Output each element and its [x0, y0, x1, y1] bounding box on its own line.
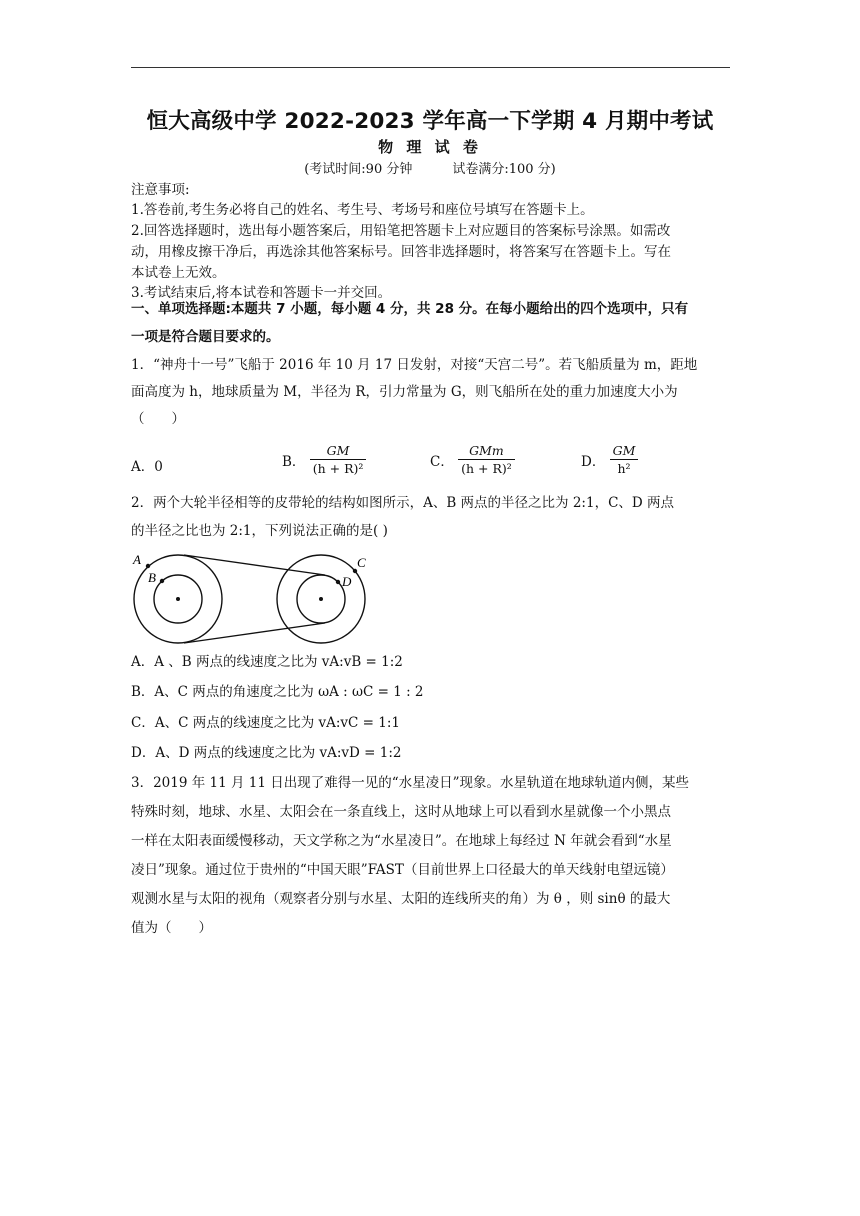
q2-line1: 2．两个大轮半径相等的皮带轮的结构如图所示，A、B 两点的半径之比为 2:1，C、D 两点	[131, 495, 675, 511]
left-center-dot	[176, 597, 180, 601]
q3-line2: 特殊时刻，地球、水星、太阳会在一条直线上，这时从地球上可以看到水星就像一个小黑点	[131, 804, 671, 820]
q1-option-b-numerator: GM	[310, 443, 367, 460]
q1-option-d-numerator: GM	[610, 443, 639, 460]
note-item-2-line1: 2.回答选择题时，选出每小题答案后，用铅笔把答题卡上对应题目的答案标号涂黑。如需改	[131, 223, 671, 239]
point-a	[146, 564, 150, 568]
q1-option-c-denominator: (h + R)²	[461, 461, 512, 476]
exam-time: (考试时间:90 分钟	[304, 162, 413, 177]
q1-option-d-fraction	[610, 443, 639, 477]
subject-title: 物 理 试 卷	[378, 138, 482, 156]
right-center-dot	[319, 597, 323, 601]
q1-line3: （ ）	[131, 411, 185, 427]
q2-option-a: A．A 、B 两点的线速度之比为 vA:vB = 1:2	[131, 654, 403, 670]
q3-line1: 3．2019 年 11 月 11 日出现了难得一见的“水星凌日”现象。水星轨道在地球轨道内侧，某些	[131, 775, 690, 791]
q1-option-d-denominator: h²	[617, 461, 631, 476]
label-c: C	[357, 555, 366, 570]
q1-option-d-label: D．	[581, 454, 606, 470]
note-item-2-line2: 动，用橡皮擦干净后，再选涂其他答案标号。回答非选择题时，将答案写在答题卡上。写在	[131, 244, 671, 260]
note-item-1: 1.答卷前,考生务必将自己的姓名、考生号、考场号和座位号填写在答题卡上。	[131, 202, 594, 218]
q3-line5: 观测水星与太阳的视角（观察者分别与水星、太阳的连线所夹的角）为 θ ，则 sinθ 的最大	[131, 891, 671, 907]
section1-heading-line2: 一项是符合题目要求的。	[131, 329, 280, 345]
q2-line2: 的半径之比也为 2:1，下列说法正确的是( )	[131, 523, 388, 539]
exam-title: 恒大高级中学 2022-2023 学年高一下学期 4 月期中考试	[146, 109, 714, 134]
note-item-3: 3.考试结束后,将本试卷和答题卡一并交回。	[131, 285, 392, 301]
full-score: 试卷满分:100 分)	[452, 162, 556, 177]
label-b: B	[148, 570, 156, 585]
q1-option-a: A．0	[131, 459, 163, 475]
label-d: D	[342, 574, 352, 589]
point-b	[160, 579, 164, 583]
label-a: A	[133, 552, 141, 567]
q1-option-c-fraction	[458, 443, 515, 477]
section1-heading-line1: 一、单项选择题:本题共 7 小题，每小题 4 分，共 28 分。在每小题给出的四个选项中，只有	[131, 301, 689, 317]
q1-option-d	[581, 443, 638, 477]
q1-line2: 面高度为 h，地球质量为 M，半径为 R，引力常量为 G，则飞船所在处的重力加速度大小为	[131, 384, 678, 400]
q1-option-c-label: C．	[430, 454, 454, 470]
notes-heading: 注意事项:	[131, 182, 190, 198]
point-d	[336, 580, 340, 584]
q3-line3: 一样在太阳表面缓慢移动，天文学称之为“水星凌日”。在地球上每经过 N 年就会看到“水星	[131, 833, 672, 849]
q1-option-b-label: B．	[282, 454, 306, 470]
note-item-2-line3: 本试卷上无效。	[131, 265, 226, 281]
exam-meta	[0, 158, 860, 177]
q2-option-c: C．A、C 两点的线速度之比为 vA:vC = 1:1	[131, 715, 400, 731]
header-rule	[131, 67, 730, 68]
q2-option-d: D．A、D 两点的线速度之比为 vA:vD = 1:2	[131, 745, 402, 761]
q1-option-b-fraction	[310, 443, 367, 477]
q1-option-c-numerator: GMm	[458, 443, 515, 460]
q1-option-b	[282, 443, 366, 477]
q3-line4: 凌日”现象。通过位于贵州的“中国天眼”FAST（目前世界上口径最大的单天线射电望远镜）	[131, 862, 674, 878]
q1-option-b-denominator: (h + R)²	[312, 461, 364, 476]
q1-line1: 1．“神舟十一号”飞船于 2016 年 10 月 17 日发射，对接“天宫二号”。若飞船质量为 m，距地	[131, 357, 698, 373]
q1-option-c	[430, 443, 515, 477]
q3-line6: 值为（ ）	[131, 920, 212, 936]
belt-pulley-figure	[128, 548, 378, 648]
q2-option-b: B．A、C 两点的角速度之比为 ωA : ωC = 1 : 2	[131, 684, 424, 700]
